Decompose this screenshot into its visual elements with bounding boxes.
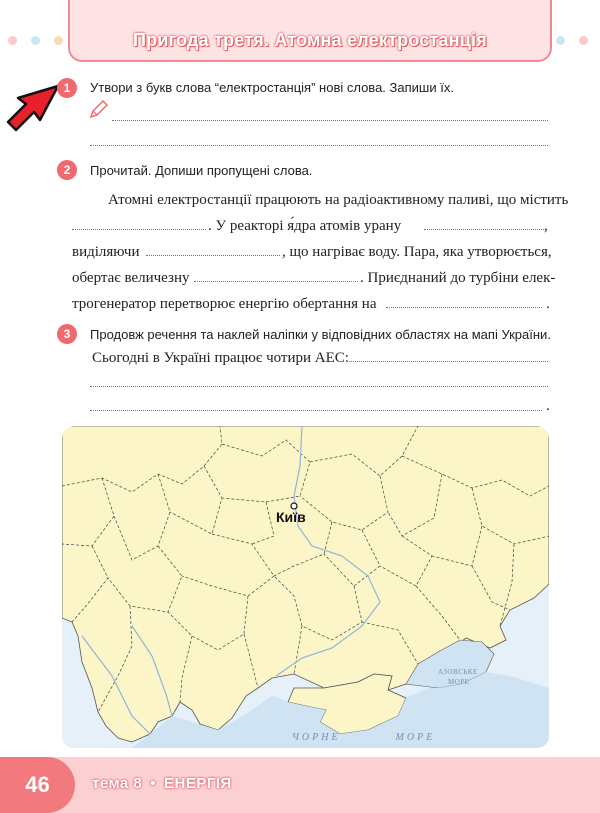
answer-line[interactable] [346, 361, 548, 362]
task-number-3: 3 [57, 324, 77, 344]
lesson-header [68, 0, 552, 62]
answer-line[interactable] [90, 386, 548, 387]
paragraph-line-3a: виділяючи [72, 244, 140, 260]
kyiv-label: Київ [276, 509, 306, 525]
footer-theme-label: тема 8 [92, 775, 143, 792]
red-arrow-icon [6, 84, 62, 134]
fill-blank[interactable] [194, 281, 358, 282]
fill-blank[interactable] [386, 307, 542, 308]
task-3-end: . [546, 398, 550, 414]
page-footer [0, 757, 600, 813]
answer-line[interactable] [90, 410, 542, 411]
task-1-text: Утвори з букв слова “електростанція” нові слова. Запиши їх. [90, 80, 454, 95]
page-number: 46 [0, 757, 75, 813]
paragraph-line-4a: обертає величезну [72, 270, 190, 286]
paragraph-line-5b: . [546, 296, 550, 312]
pencil-icon [88, 98, 110, 120]
fill-blank[interactable] [424, 229, 544, 230]
task-number-1: 1 [57, 78, 77, 98]
footer-separator: • [150, 775, 157, 792]
task-3-text: Продовж речення та наклей наліпки у відповідних областях на мапі України. [90, 327, 551, 342]
answer-line[interactable] [112, 120, 548, 121]
black-sea-label: ЧОРНЕ МОРЕ [292, 732, 436, 743]
task-2-text: Прочитай. Допиши пропущені слова. [90, 163, 313, 178]
footer-topic: ЕНЕРГІЯ [164, 775, 232, 792]
paragraph-line-2b: , [544, 218, 548, 234]
decorative-dots-left [8, 30, 63, 50]
lesson-title: Пригода третя. Атомна електростанція [133, 30, 487, 50]
paragraph-line-2a: . У реакторі я́дра атомів урану [208, 218, 402, 234]
paragraph-line-4b: . Приєднаний до турбіни елек- [360, 270, 556, 286]
footer-theme [88, 775, 236, 792]
paragraph-line-5a: трогенератор перетворює енергію обертання на [72, 296, 377, 312]
azov-sea-label-2: МОРЕ [448, 678, 470, 686]
azov-sea-label-1: АЗОВСЬКЕ [438, 668, 478, 676]
task-number-2: 2 [57, 160, 77, 180]
ukraine-map-svg [62, 426, 549, 748]
decorative-dots-right [556, 30, 588, 50]
task-3-sentence: Сьогодні в Україні працює чотири АЕС: [92, 350, 349, 366]
answer-line[interactable] [90, 145, 548, 146]
fill-blank[interactable] [72, 229, 206, 230]
fill-blank[interactable] [146, 255, 280, 256]
paragraph-line-3b: , що нагріває воду. Пара, яка утворюється, [282, 244, 552, 260]
ukraine-map[interactable] [62, 426, 549, 748]
paragraph-line-1: Атомні електростанції працюють на радіоактивному паливі, що містить [108, 192, 569, 208]
